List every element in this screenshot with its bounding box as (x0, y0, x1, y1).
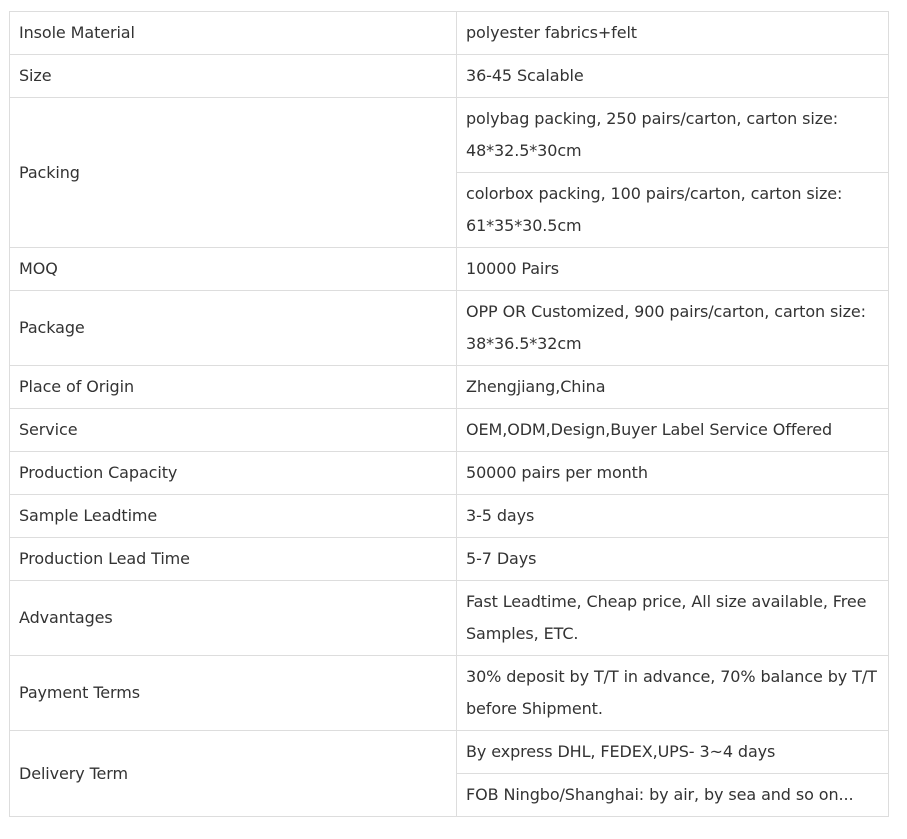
spec-label: Size (10, 55, 457, 98)
spec-label: Production Lead Time (10, 538, 457, 581)
spec-value: 3-5 days (457, 495, 889, 538)
spec-label: Production Capacity (10, 452, 457, 495)
spec-value: 5-7 Days (457, 538, 889, 581)
spec-value: polyester fabrics+felt (457, 12, 889, 55)
spec-value: By express DHL, FEDEX,UPS- 3~4 days (457, 731, 889, 774)
spec-value: OEM,ODM,Design,Buyer Label Service Offered (457, 409, 889, 452)
spec-label: Advantages (10, 581, 457, 656)
table-row (10, 248, 889, 291)
table-row (10, 495, 889, 538)
spec-label: Service (10, 409, 457, 452)
spec-table (9, 11, 889, 817)
spec-value: polybag packing, 250 pairs/carton, carton size: 48*32.5*30cm (457, 98, 889, 173)
spec-value: 36-45 Scalable (457, 55, 889, 98)
table-row (10, 731, 889, 774)
table-row (10, 366, 889, 409)
table-row (10, 538, 889, 581)
spec-value: Fast Leadtime, Cheap price, All size available, Free Samples, ETC. (457, 581, 889, 656)
spec-label: Insole Material (10, 12, 457, 55)
spec-label: MOQ (10, 248, 457, 291)
spec-label: Payment Terms (10, 656, 457, 731)
spec-label: Delivery Term (10, 731, 457, 817)
spec-label: Package (10, 291, 457, 366)
table-row (10, 581, 889, 656)
spec-value: 50000 pairs per month (457, 452, 889, 495)
table-row (10, 55, 889, 98)
spec-value: 30% deposit by T/T in advance, 70% balance by T/T before Shipment. (457, 656, 889, 731)
spec-value: FOB Ningbo/Shanghai: by air, by sea and so on... (457, 774, 889, 817)
table-row (10, 452, 889, 495)
spec-value: colorbox packing, 100 pairs/carton, carton size: 61*35*30.5cm (457, 173, 889, 248)
table-row (10, 12, 889, 55)
table-row (10, 409, 889, 452)
spec-label: Packing (10, 98, 457, 248)
spec-label: Sample Leadtime (10, 495, 457, 538)
table-row (10, 656, 889, 731)
spec-value: 10000 Pairs (457, 248, 889, 291)
table-row (10, 291, 889, 366)
spec-value: OPP OR Customized, 900 pairs/carton, carton size: 38*36.5*32cm (457, 291, 889, 366)
table-row (10, 98, 889, 173)
spec-label: Place of Origin (10, 366, 457, 409)
spec-value: Zhengjiang,China (457, 366, 889, 409)
